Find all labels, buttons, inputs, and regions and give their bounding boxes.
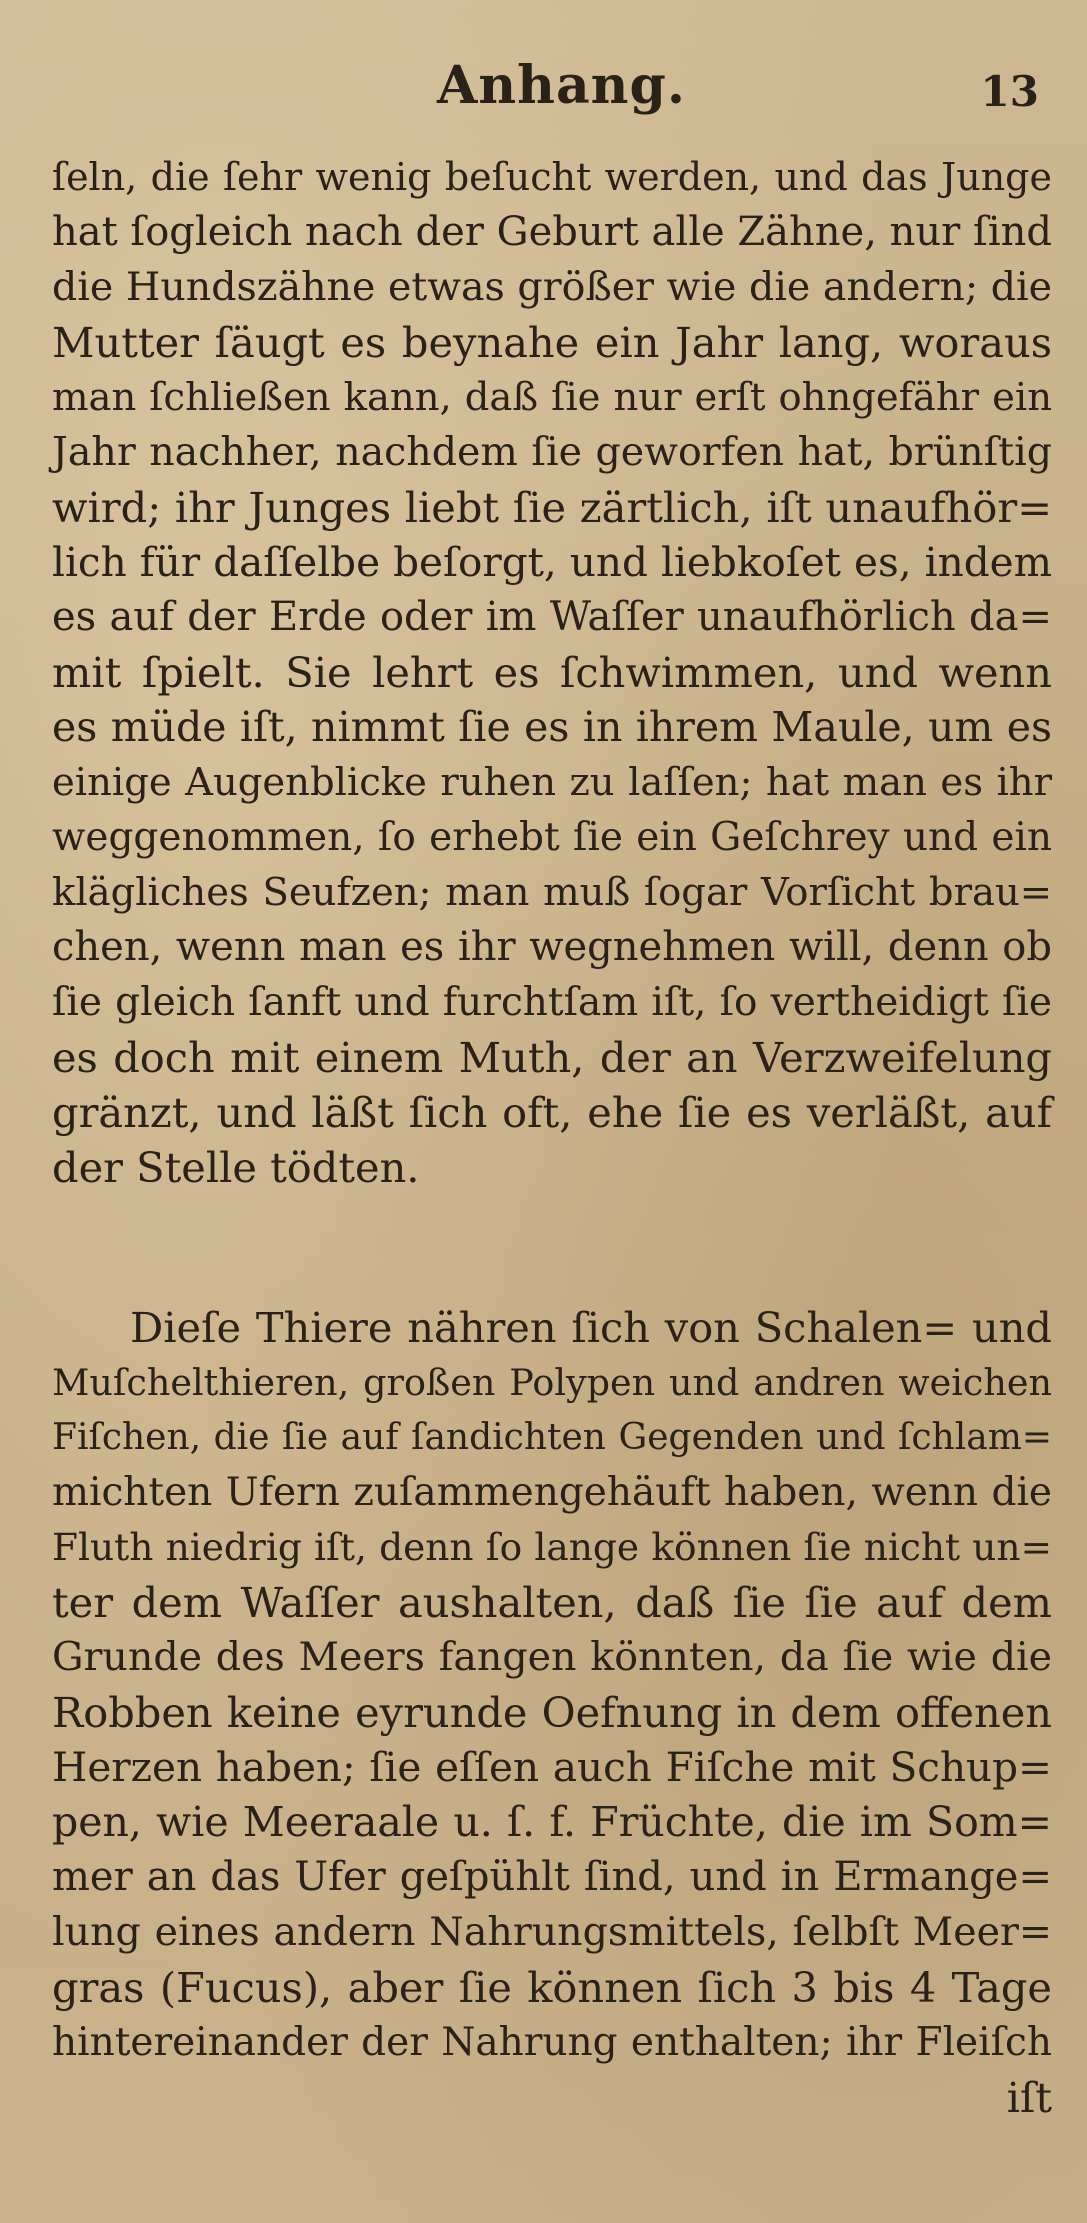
text-line: Mutter ſäugt es beynahe ein Jahr lang, woraus <box>52 318 1052 367</box>
text-line: hintereinander der Nahrung enthalten; ihr Fleiſch <box>52 2020 1052 2065</box>
text-line: Muſchelthieren, großen Polypen und andren weichen <box>52 1361 1052 1404</box>
text-line: michten Ufern zuſammengehäuft haben, wenn die <box>52 1470 1052 1515</box>
text-line: chen, wenn man es ihr wegnehmen will, denn ob <box>52 924 1052 970</box>
page-number: 13 <box>980 67 1039 116</box>
text-line: Dieſe Thiere nähren ſich von Schalen= und <box>130 1303 1052 1352</box>
paragraph-1 <box>52 150 1052 1195</box>
catchword: iſt <box>1006 2073 1052 2122</box>
text-line: einige Augenblicke ruhen zu laſſen; hat man es ihr <box>52 760 1052 805</box>
text-line: gras (Fucus), aber ſie können ſich 3 bis 4 Tage <box>52 1963 1052 2012</box>
text-line: es müde iſt, nimmt ſie es in ihrem Maule, um es <box>52 703 1052 751</box>
text-line: ſeln, die ſehr wenig beſucht werden, und das Junge <box>52 155 1052 199</box>
text-line: der Stelle tödten. <box>52 1143 420 1192</box>
running-head: Anhang. <box>437 55 686 116</box>
paragraph-2 <box>52 1300 1052 2070</box>
text-line: pen, wie Meeraale u. ſ. f. Früchte, die im Som= <box>52 1798 1052 1846</box>
text-line: lung eines andern Nahrungsmittels, ſelbſt Meer= <box>52 1909 1052 1955</box>
text-line: wird; ihr Junges liebt ſie zärtlich, iſt unaufhör= <box>52 483 1052 532</box>
text-line: man ſchließen kann, daß ſie nur erſt ohngefähr ein <box>52 375 1052 420</box>
text-line: gränzt, und läßt ſich oft, ehe ſie es verläßt, auf <box>52 1088 1052 1137</box>
text-line: weggenommen, ſo erhebt ſie ein Geſchrey und ein <box>52 815 1052 860</box>
paragraph-gap <box>52 1195 1052 1300</box>
text-line: es auf der Erde oder im Waſſer unaufhörlich da= <box>52 594 1052 640</box>
text-line: es doch mit einem Muth, der an Verzweifelung <box>52 1033 1052 1082</box>
body-text <box>52 150 1052 2125</box>
text-line: ter dem Waſſer aushalten, daß ſie ſie auf dem <box>52 1578 1052 1627</box>
page-header <box>0 55 1087 125</box>
text-line: die Hundszähne etwas größer wie die andern; die <box>52 264 1052 310</box>
text-line: mer an das Ufer geſpühlt ſind, und in Ermange= <box>52 1854 1052 1900</box>
text-line: Herzen haben; ſie eſſen auch Fiſche mit Schup= <box>52 1743 1052 1791</box>
text-line: Robben keine eyrunde Oefnung in dem offenen <box>52 1688 1052 1737</box>
text-line: Fluth niedrig iſt, denn ſo lange können ſie nicht un= <box>52 1525 1052 1569</box>
text-line: mit ſpielt. Sie lehrt es ſchwimmen, und wenn <box>52 648 1052 697</box>
text-line: Fiſchen, die ſie auf ſandichten Gegenden und ſchlam= <box>52 1417 1052 1458</box>
text-line: klägliches Seufzen; man muß ſogar Vorſicht brau= <box>52 870 1052 915</box>
text-line: hat ſogleich nach der Geburt alle Zähne, nur ſind <box>52 209 1052 255</box>
text-line: Grunde des Meers fangen könnten, da ſie wie die <box>52 1634 1052 1680</box>
text-line: ſie gleich ſanft und furchtſam iſt, ſo vertheidigt ſie <box>52 980 1052 1025</box>
text-line: Jahr nachher, nachdem ſie geworfen hat, brünſtig <box>52 429 1052 475</box>
text-line: lich für daſſelbe beſorgt, und liebkoſet es, indem <box>52 538 1052 586</box>
